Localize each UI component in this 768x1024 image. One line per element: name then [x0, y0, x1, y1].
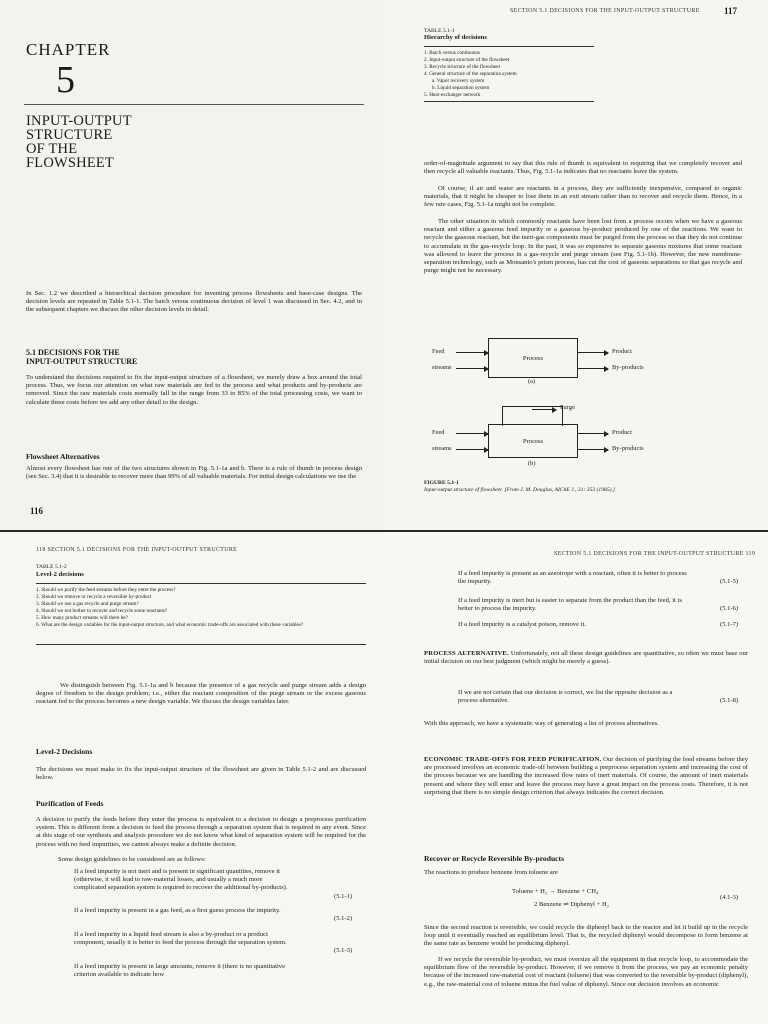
purge-arrow — [532, 409, 556, 410]
feed-arrow — [456, 368, 488, 369]
equation-number: (5.1-1) — [334, 893, 353, 900]
table-items — [424, 50, 624, 99]
equation-number: (4.1-3) — [720, 894, 739, 901]
paragraph: Of course, if air and water are reactants in a process, they are sufficiently inexpensive, compared to organic materials, that it might be cheaper to lose them in an exit stream rather than to recover and recycle them. Hence, in a few rare cases, Fig. 5.1-1a might not be complete. — [424, 185, 742, 209]
section-heading-line: INPUT-OUTPUT STRUCTURE — [26, 357, 138, 366]
process-box: Process — [488, 424, 578, 458]
table-item: 3. Should we use a gas recycle and purge stream? — [36, 601, 139, 607]
process-box: Process — [488, 338, 578, 378]
equation-number: (5.1-3) — [334, 947, 353, 954]
page-119 — [384, 532, 768, 1024]
guideline: If a feed impurity is present in a gas feed, as a first guess process the impurity. — [74, 907, 281, 914]
paragraph — [424, 756, 748, 797]
table-item: 5. How many product streams will there be? — [36, 615, 128, 621]
table-item: 2. Should we remove or recycle a reversible by-product — [36, 594, 152, 600]
byproduct-arrow — [578, 449, 608, 450]
paragraph: Some design guidelines to be considered are as follows: — [58, 856, 206, 863]
fig-feed-label: Feed — [432, 348, 445, 355]
chapter-rule — [24, 104, 364, 105]
sub-paragraph: Almost every flowsheet has one of the two structures shown in Fig. 5.1-1a and b. There is a rule of thumb in process design (see Sec. 3.4) that it is desirable to recover more than 99% of all valuable materials. For initial design calculations we use the — [26, 465, 362, 481]
table-item: 1. Should we purify the feed streams before they enter the process? — [36, 587, 176, 593]
purge-line-left — [502, 406, 503, 426]
fig-streams-label: streams — [432, 445, 452, 452]
fig-label-a: (a) — [528, 378, 536, 385]
fig-purge-label: Purge — [560, 404, 575, 411]
paragraph: A decision to purify the feeds before they enter the process is equivalent to a decision to design a preprocess purification system. This is different from a decision to feed the process through a separation system that is required in any event. Since at this stage of our synthesis and analysis procedure we do not know what kind of separation system will be required for the process with no feed impurities, we cannot always make a definite decision. — [36, 816, 366, 848]
equation-number: (5.1-6) — [720, 605, 739, 612]
paragraph-text: Unfortunately, not all these design guidelines are quantitative, so often we must base our initial decision on our best judgment (which might be merely a guess). — [424, 650, 748, 666]
guideline — [458, 689, 688, 705]
table-item: 3. Recycle structure of the flowsheet — [424, 64, 501, 70]
intro-paragraph: In Sec. 1.2 we described a hierarchical decision procedure for inventing process flowsheets and base-case designs. The decision levels are repeated in Table 5.1-1. The batch versus continuous decision of level 1 was discussed in Sec. 4.2, and in the subsequent chapters we discuss the other decision levels in detail. — [26, 290, 362, 314]
paragraph-label: ECONOMIC TRADE-OFFS FOR FEED PURIFICATION. — [424, 756, 602, 763]
guideline: If a feed impurity is not inert and is present in significant quantities, remove it (otherwise, it will lead to raw-material losses, and usually a much more complicated separation system is required to recover the additional by-products). — [74, 868, 288, 892]
table-caption: TABLE 5.1-1 — [424, 28, 455, 34]
paragraph: The decisions we must make to fix the input-output structure of the flowsheet are given in Table 5.1-2 and are discussed below. — [36, 766, 366, 782]
paragraph: With this approach, we have a systematic way of generating a list of process alternatives. — [424, 720, 659, 727]
guideline: If a feed impurity in a liquid feed stream is also a by-product or a product component, usually it is better to feed the process through the separation system. — [74, 931, 287, 947]
paragraph-label: PROCESS ALTERNATIVE. — [424, 650, 509, 657]
page-number: 117 — [724, 6, 738, 16]
figure-caption: FIGURE 5.1-1 — [424, 480, 459, 486]
running-head: 118 SECTION 5.1 DECISIONS FOR THE INPUT-OUTPUT STRUCTURE — [36, 547, 238, 553]
guideline: If a feed impurity is present as an azeotrope with a reactant, often it is better to process the impurity. — [458, 570, 687, 586]
section-heading — [26, 348, 362, 366]
table-item: b. Liquid separation system — [432, 85, 490, 91]
table-item: 4. Should we not bother to recover and recycle some reactants? — [36, 608, 168, 614]
chapter-title-line: STRUCTURE — [26, 127, 113, 143]
chapter-title-line: FLOWSHEET — [26, 155, 114, 171]
figure-text: Input-output structure of flowsheet. [From J. M. Douglas, AIChE J., 31: 353 (1985).] — [424, 487, 616, 493]
table-item: a. Vapor recovery system — [432, 78, 485, 84]
equation: Toluene + H₂ → Benzene + CH₄ — [512, 888, 599, 895]
chapter-title-line: INPUT-OUTPUT — [26, 113, 132, 129]
heading: Recover or Recycle Reversible By-products — [424, 854, 565, 863]
page-118 — [0, 532, 384, 1024]
fig-product-label: Product — [612, 348, 632, 355]
paragraph-text: Our decision of purifying the feed streams before they are processed involves an economic trade-off between building a preprocess separation system and increasing the cost of the process because we are handling the increased flow rates of inert materials. Of course, the amount of inert materials present and where they will enter and leave the process may have a great impact on the process costs. Therefore, it is not surprising that there is no simple design criterion that always indicates the correct decision. — [424, 756, 748, 796]
table-item: 5. Heat-exchanger network — [424, 92, 481, 98]
chapter-title — [26, 114, 132, 170]
table-rule-bottom — [36, 644, 366, 645]
paragraph: The other situation in which commonly reactants have been lost from a process occurs when we have a gaseous reactant and either a gaseous feed impurity or a gaseous by-product produced by one of the reactions. We want to recycle the gaseous reactant, but the inert-gas components must be purged from the process so that they do not continue to accumulate in the gas-recycle loop. In the past, it was so expensive to separate gaseous mixtures that some reactant was allowed to leave the process in a gas-recycle and purge stream (see Fig. 5.1-1b). However, the new membrane-separation technology, such as Monsanto's prism process, has cut the cost of gaseous separations so that gas recycle and purge might not be necessary. — [424, 218, 742, 275]
equation-number: (5.1-8) — [720, 697, 739, 704]
product-arrow — [578, 352, 608, 353]
table-rule-top — [424, 46, 594, 47]
chapter-number: 5 — [56, 59, 75, 101]
chapter-title-line: OF THE — [26, 141, 78, 157]
product-arrow — [578, 433, 608, 434]
guideline: If a feed impurity is a catalyst poison, remove it. — [458, 621, 586, 628]
heading: Purification of Feeds — [36, 799, 104, 808]
feed-arrow — [456, 352, 488, 353]
table-rule-top — [36, 583, 366, 584]
table-rule-bottom — [424, 101, 594, 102]
fig-streams-label: streams — [432, 364, 452, 371]
fig-byproducts-label: By-products — [612, 364, 644, 371]
fig-label-b: (b) — [528, 460, 536, 467]
paragraph: Since the second reaction is reversible, we could recycle the diphenyl back to the reactor and let it build up in the recycle loop until it eventually reached an equilibrium level. That is, the recycled diphenyl would decompose to form benzene at the same rate as benzene would be producing diphenyl. — [424, 924, 748, 948]
table-item: 6. What are the design variables for the input-output structure, and what economic trade-offs are associated with these variables? — [36, 622, 304, 628]
paragraph — [424, 650, 748, 666]
guideline: If a feed impurity is present in large amounts, remove it (there is no quantitative criterion available to indicate how — [74, 963, 285, 979]
section-heading-line: 5.1 DECISIONS FOR THE — [26, 348, 120, 357]
running-head: SECTION 5.1 DECISIONS FOR THE INPUT-OUTPUT STRUCTURE — [510, 8, 700, 14]
table-title: Hierarchy of decisions — [424, 34, 487, 41]
table-caption: TABLE 5.1-2 — [36, 564, 67, 570]
equation: 2 Benzene ⇌ Diphenyl + H₂ — [534, 901, 610, 908]
paragraph: The reactions to produce benzene from toluene are — [424, 869, 558, 876]
table-item: 2. Input-output structure of the flowsheet — [424, 57, 510, 63]
table-item: 4. General structure of the separation system — [424, 71, 517, 77]
fig-byproducts-label: By-products — [612, 445, 644, 452]
paragraph: We distinguish between Fig. 5.1-1a and b because the presence of a gas recycle and purge stream adds a design degree of freedom to the design problem; i.e., either the reactant composition of the purge stream or the excess gaseous reactant fed to the process becomes a new design variable. We discuss the design variables later. — [36, 682, 366, 706]
section-paragraph: To understand the decisions required to fix the input-output structure of a flowsheet, we merely draw a box around the total process. Thus, we focus our attention on what raw materials are fed to the process and what products and by-products are removed. Since the raw materials costs normally fall in the range from 33 to 85% of the total processing costs, we want to calculate these costs before we add any other detail to the design. — [26, 374, 362, 406]
guideline: If a feed impurity is inert but is easier to separate from the product than the feed, it is better to process the impurity. — [458, 597, 682, 613]
heading: Level-2 Decisions — [36, 747, 93, 756]
page-number: 116 — [30, 506, 44, 516]
table-item: 1. Batch versus continuous — [424, 50, 480, 56]
sub-heading: Flowsheet Alternatives — [26, 452, 100, 461]
paragraph: order-of-magnitude argument to say that this rule of thumb is equivalent to requiring that we completely recover and then recycle all valuable reactants. Thus, Fig. 5.1-1a indicates that no reactants leave the system. — [424, 160, 742, 176]
guideline-text: If we are not certain that our decision is correct, we list the opposite decision as a process alternative. — [458, 689, 673, 705]
feed-arrow — [456, 433, 488, 434]
equation-number: (5.1-2) — [334, 915, 353, 922]
equation-number: (5.1-7) — [720, 621, 739, 628]
page-117 — [384, 0, 768, 530]
feed-arrow — [456, 449, 488, 450]
fig-product-label: Product — [612, 429, 632, 436]
chapter-label: CHAPTER — [26, 40, 111, 59]
page-116 — [0, 0, 384, 530]
byproduct-arrow — [578, 368, 608, 369]
fig-feed-label: Feed — [432, 429, 445, 436]
running-head: SECTION 5.1 DECISIONS FOR THE INPUT-OUTPUT STRUCTURE 119 — [554, 551, 756, 557]
equation-number: (5.1-5) — [720, 578, 739, 585]
paragraph: If we recycle the reversible by-product, we must oversize all the equipment in that recycle loop, to accommodate the equilibrium flow of the reversible by-product. However, if we remove it from the process, we pay an economic penalty because of the increased raw-material cost of reactant (toluene) that was converted to the reversible by-product (diphenyl), e.g., the raw-material cost of toluene minus the fuel value of diphenyl. Since our decision involves an economic — [424, 956, 748, 988]
table-title: Level-2 decisions — [36, 571, 84, 578]
table-items — [36, 587, 364, 629]
